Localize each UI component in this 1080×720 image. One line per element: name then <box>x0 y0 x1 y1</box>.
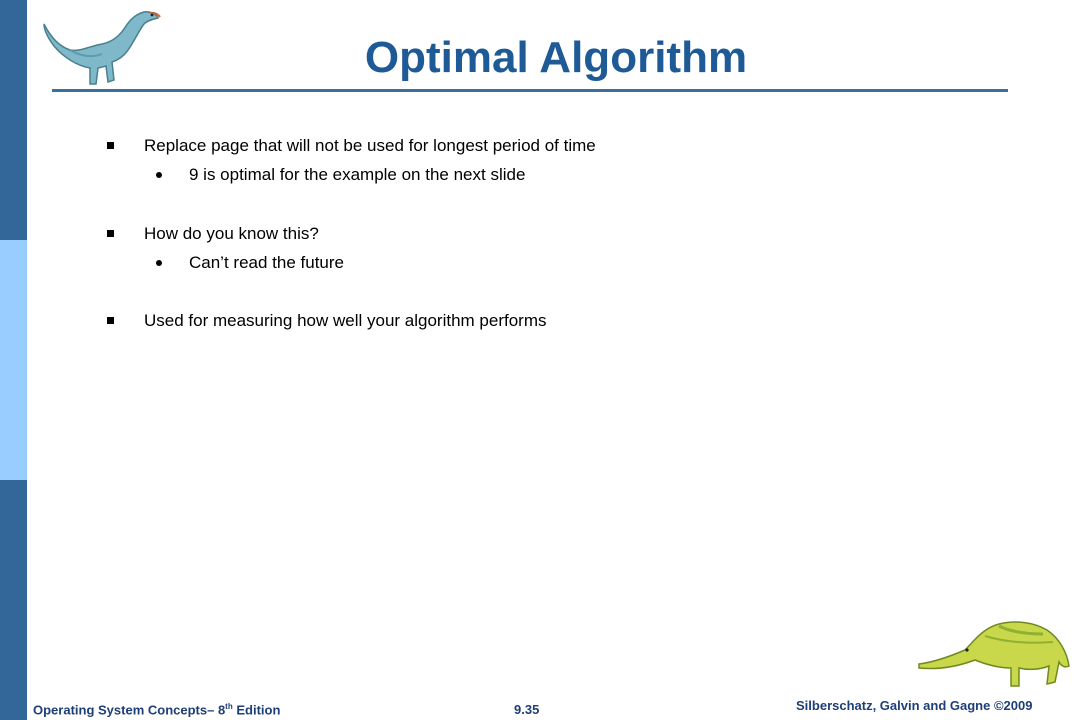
footer-book-sup: th <box>225 702 233 711</box>
footer-book-suffix: Edition <box>232 702 281 718</box>
footer-book-prefix: Operating System Concepts– 8 <box>33 702 226 718</box>
slide-title: Optimal Algorithm <box>364 33 748 82</box>
sidebar-top-band <box>0 0 27 240</box>
sidebar-middle-band <box>0 240 27 480</box>
bullet-text: How do you know this? <box>144 224 319 243</box>
square-bullet-icon <box>107 230 114 237</box>
square-bullet-icon <box>107 317 114 324</box>
footer-page-number: 9.35 <box>514 702 540 717</box>
round-bullet-icon <box>156 172 162 178</box>
round-bullet-icon <box>156 260 162 266</box>
bullet-text: Can’t read the future <box>189 253 344 272</box>
title-divider <box>52 89 1008 92</box>
bullet-text: Replace page that will not be used for longest period of time <box>144 136 596 155</box>
footer-book-title <box>33 702 280 717</box>
dinosaur-logo-top <box>40 6 165 90</box>
square-bullet-icon <box>107 142 114 149</box>
footer-copyright: Silberschatz, Galvin and Gagne ©2009 <box>796 698 1033 713</box>
sidebar-bottom-band <box>0 480 27 720</box>
dinosaur-logo-bottom <box>915 612 1073 692</box>
bullet-text: Used for measuring how well your algorithm performs <box>144 311 547 330</box>
bullet-text: 9 is optimal for the example on the next slide <box>189 165 526 184</box>
